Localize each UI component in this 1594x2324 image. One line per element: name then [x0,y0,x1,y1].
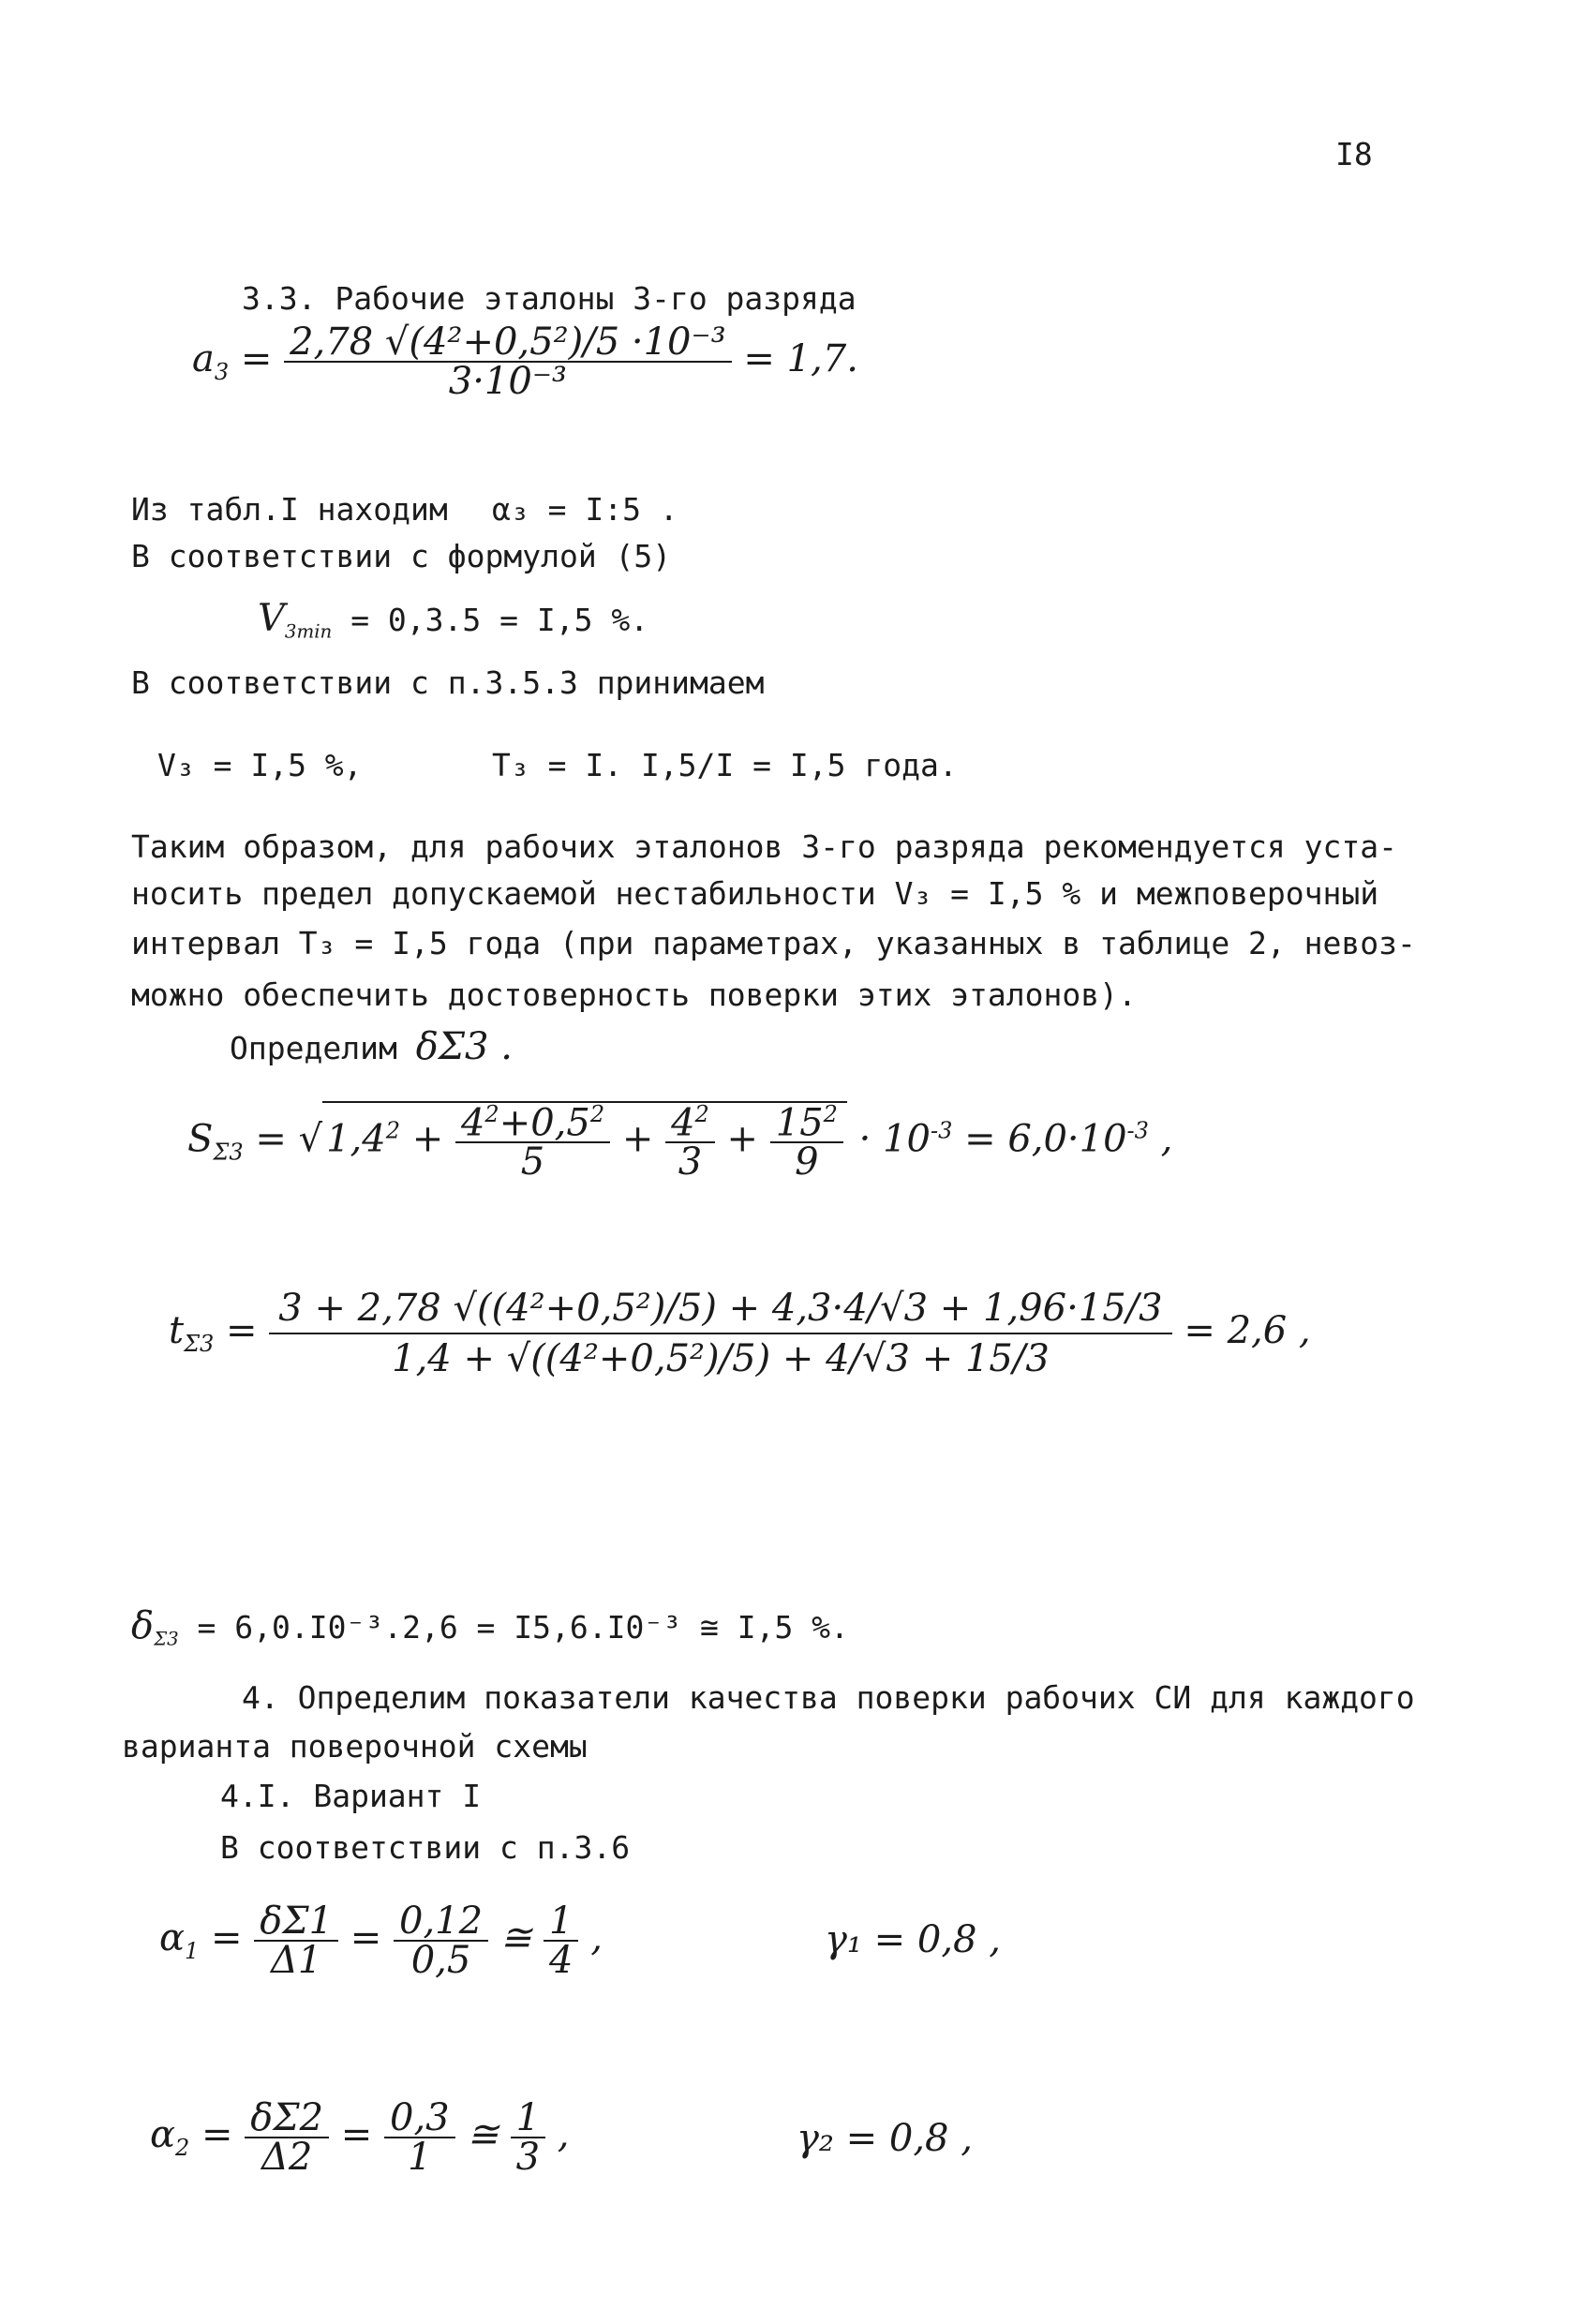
formula-t-numerator: 3 + 2,78 √((4²+0,5²)/5) + 4,3·4/√3 + 1,96·15/3 [269,1284,1171,1334]
page-number: I8 [1335,136,1373,172]
paragraph-line-4: можно обеспечить достоверность поверки этих эталонов). [131,976,1137,1013]
t3-equation: T₃ = I. I,5/I = I,5 года. [492,747,958,783]
v3min-equation: $V_{3min} = 0,3.5 = I,5$ %. [258,597,649,643]
paragraph-line-2: носить предел допускаемой нестабильности V₃ = I,5 % и межповерочный [131,875,1379,912]
formula-a3-result: = 1,7. [743,337,858,380]
formula-s-sigma3: $S_{\Sigma 3}$ = √ $1,4^2$ + $\frac{4^2+0,5^2}{5}$ + $\frac{4^2}{3}$ + $\frac{15^2}{9}$ · $10^{-3} = 6,0\cdot 10^{-3}$ , [187,1101,1173,1184]
v3-value: V₃ = I,5 %, [157,747,363,783]
section-4-line-2: варианта поверочной схемы [122,1728,588,1765]
text-p-3-6: В соответствии с п.3.6 [220,1829,631,1866]
text-formula-5: В соответствии с формулой (5) [131,538,672,574]
formula-a3-numerator: 2,78 √(4²+0,5²)/5 ·10⁻³ [284,323,732,363]
text-p-3-5-3: В соответствии с п.3.5.3 принимаем [131,664,765,701]
gamma1-value: γ₁ = 0,8 , [825,1918,1001,1961]
delta-sigma3-equation: $\delta_{\Sigma 3} = 6,0.I0^{-3}.2,6 = I5,6.I0^{-3}$ ≅ I,5 %. [131,1604,849,1650]
formula-t-sigma3: $t_{\Sigma 3}$ = $\frac{\text{3 + 2,78 √((4²+0,5²)/5) + 4,3·4/√3 + 1,96·15/3}}{\text{1,4 + √((4²+0,5²)/5) + 4/√3 + 15/3}}$ = 2,6 , [169,1284,1311,1383]
formula-alpha1: $\alpha_1$ = $\frac{\delta\Sigma 1}{\Delta 1}$ = $\frac{0,12}{0,5}$ ≅ $\frac{1}{4}$ , [159,1899,603,1982]
section-4-line-1: 4. Определим показатели качества поверки рабочих СИ для каждого [242,1679,1415,1716]
formula-t-denominator: 1,4 + √((4²+0,5²)/5) + 4/√3 + 15/3 [392,1337,1050,1380]
formula-a3: $a_3$ = $\frac{\text{2,78 √(4²+0,5²)/5 ·10⁻³}}{\text{3·10⁻³}}$ = 1,7. [192,320,858,403]
section-4-1-heading: 4.I. Вариант I [220,1778,482,1814]
determine-delta-line: Определим δΣ3 . [230,1025,513,1068]
paragraph-line-1: Таким образом, для рабочих эталонов 3-го разряда рекомендуется уста- [131,828,1398,865]
section-3-3-heading: 3.3. Рабочие эталоны 3-го разряда [242,280,857,317]
paragraph-line-3: интервал T₃ = I,5 года (при параметрах, указанных в таблице 2, невоз- [131,925,1416,961]
formula-alpha2: $\alpha_2$ = $\frac{\delta\Sigma 2}{\Delta 2}$ = $\frac{0,3}{1}$ ≅ $\frac{1}{3}$ , [150,2096,570,2179]
alpha3-value: α₃ = I:5 . [492,491,678,528]
text-table-lookup: Из табл.I находим [131,491,448,528]
formula-t-result: = 2,6 , [1184,1309,1311,1352]
formula-a3-denominator: 3·10⁻³ [448,360,567,403]
gamma2-value: γ₂ = 0,8 , [797,2117,973,2160]
